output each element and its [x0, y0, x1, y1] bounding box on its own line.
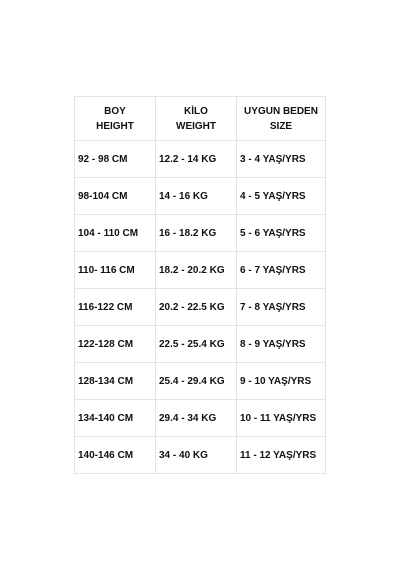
table-row [75, 289, 326, 326]
height-cell: 128-134 CM [75, 363, 156, 400]
size-cell: 4 - 5 YAŞ/YRS [237, 178, 326, 215]
size-cell: 3 - 4 YAŞ/YRS [237, 141, 326, 178]
weight-cell: 22.5 - 25.4 KG [156, 326, 237, 363]
weight-cell: 18.2 - 20.2 KG [156, 252, 237, 289]
weight-cell: 25.4 - 29.4 KG [156, 363, 237, 400]
table-header-row [75, 97, 326, 141]
height-cell: 98-104 CM [75, 178, 156, 215]
size-cell: 9 - 10 YAŞ/YRS [237, 363, 326, 400]
table-row [75, 178, 326, 215]
height-cell: 116-122 CM [75, 289, 156, 326]
size-cell: 11 - 12 YAŞ/YRS [237, 437, 326, 474]
table-row [75, 326, 326, 363]
height-cell: 134-140 CM [75, 400, 156, 437]
table-row [75, 252, 326, 289]
size-cell: 6 - 7 YAŞ/YRS [237, 252, 326, 289]
header-height-en: HEIGHT [96, 120, 134, 132]
table-row [75, 437, 326, 474]
header-weight [156, 97, 237, 141]
size-cell: 7 - 8 YAŞ/YRS [237, 289, 326, 326]
table-row [75, 400, 326, 437]
height-cell: 104 - 110 CM [75, 215, 156, 252]
table-row [75, 141, 326, 178]
weight-cell: 14 - 16 KG [156, 178, 237, 215]
header-size-tr: UYGUN BEDEN [244, 105, 318, 117]
size-cell: 8 - 9 YAŞ/YRS [237, 326, 326, 363]
table-row [75, 363, 326, 400]
size-chart-table [74, 96, 326, 474]
table-row [75, 215, 326, 252]
height-cell: 92 - 98 CM [75, 141, 156, 178]
height-cell: 110- 116 CM [75, 252, 156, 289]
height-cell: 140-146 CM [75, 437, 156, 474]
header-height-tr: BOY [104, 105, 126, 117]
weight-cell: 12.2 - 14 KG [156, 141, 237, 178]
size-cell: 10 - 11 YAŞ/YRS [237, 400, 326, 437]
weight-cell: 16 - 18.2 KG [156, 215, 237, 252]
header-size [237, 97, 326, 141]
header-height [75, 97, 156, 141]
size-cell: 5 - 6 YAŞ/YRS [237, 215, 326, 252]
weight-cell: 34 - 40 KG [156, 437, 237, 474]
header-weight-en: WEIGHT [176, 120, 216, 132]
header-size-en: SIZE [269, 120, 293, 132]
weight-cell: 20.2 - 22.5 KG [156, 289, 237, 326]
weight-cell: 29.4 - 34 KG [156, 400, 237, 437]
height-cell: 122-128 CM [75, 326, 156, 363]
header-weight-tr: KİLO [184, 105, 208, 117]
